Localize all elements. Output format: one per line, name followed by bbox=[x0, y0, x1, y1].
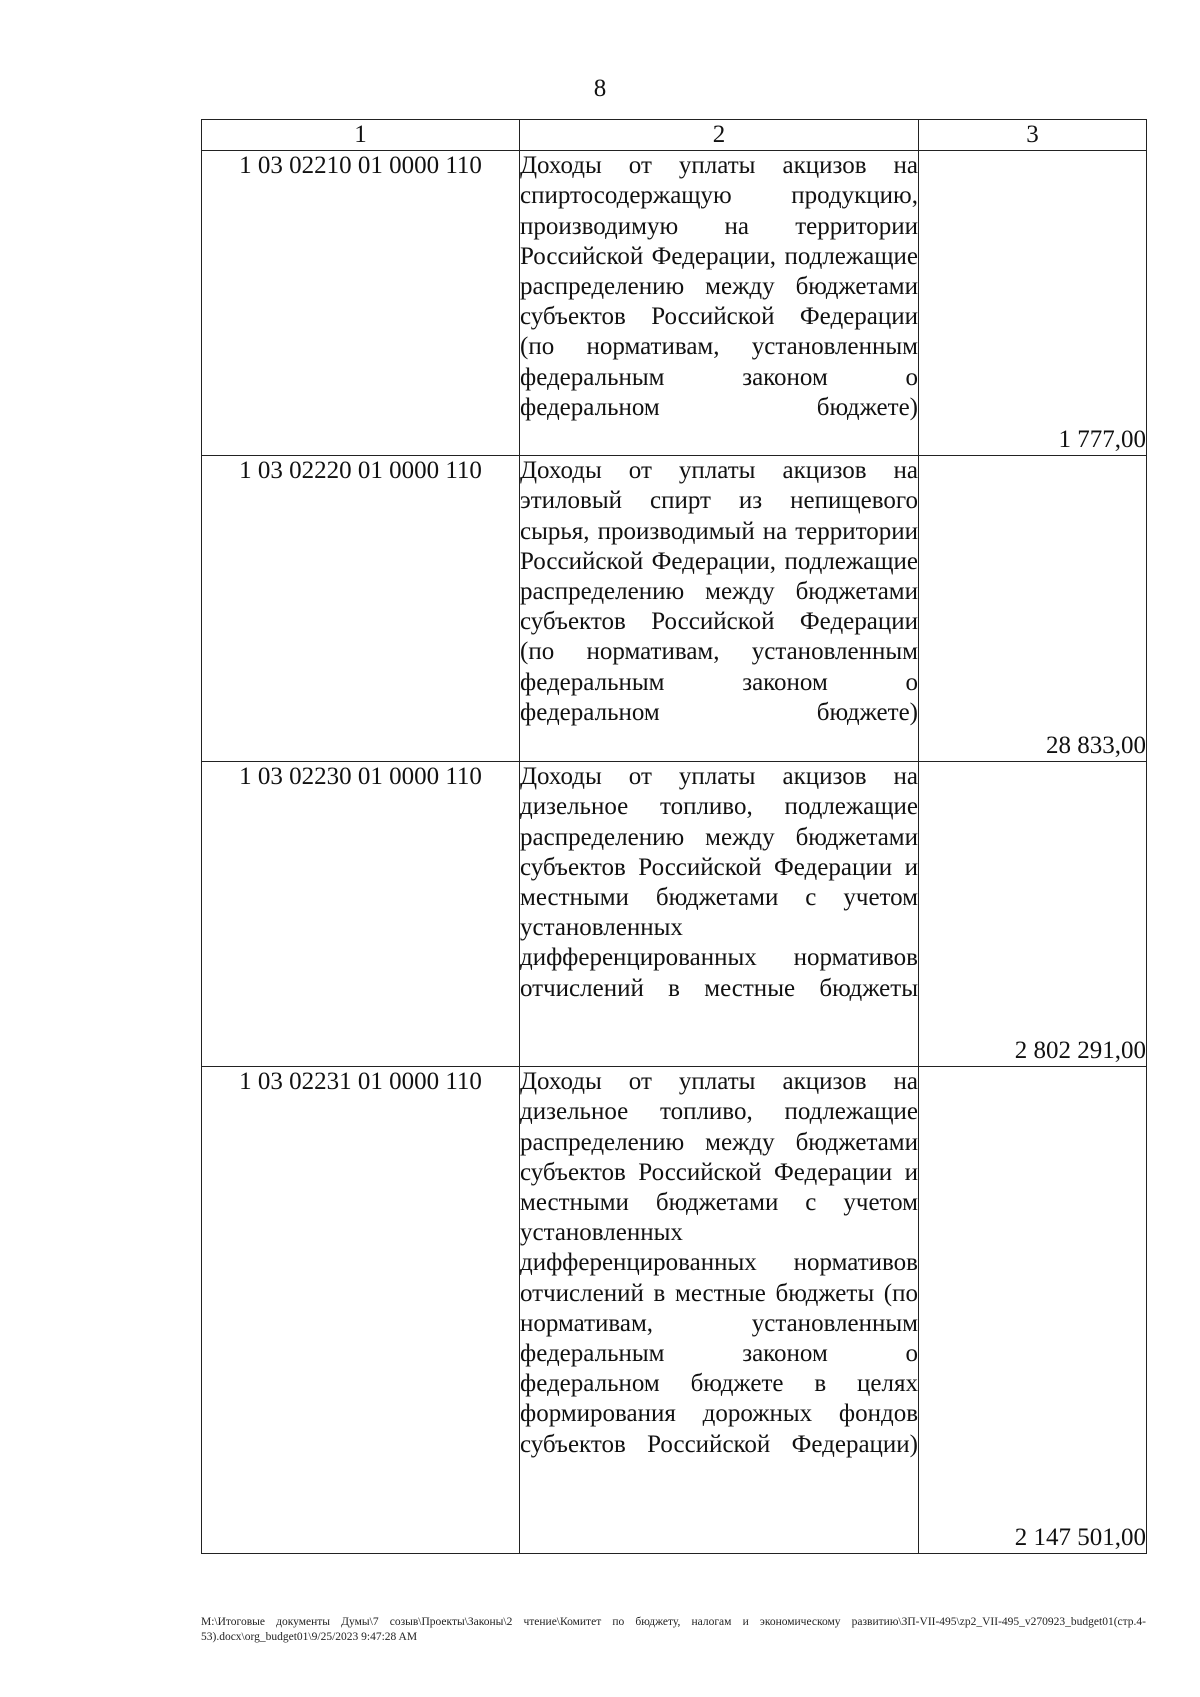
table-row bbox=[202, 456, 1147, 762]
column-header-3: 3 bbox=[919, 120, 1147, 151]
income-amount: 28 833,00 bbox=[919, 456, 1147, 762]
income-description: Доходы от уплаты акцизов на этиловый спирт из непищевого сырья, производимый на территории Российской Федерации, подлежащие распределению между бюджетами субъектов Российской Федерации (по нормативам, установленным федеральным законом о федеральном бюджете) bbox=[520, 456, 919, 762]
table-header-row bbox=[202, 120, 1147, 151]
column-header-2: 2 bbox=[520, 120, 919, 151]
budget-code: 1 03 02210 01 0000 110 bbox=[202, 151, 520, 456]
budget-code: 1 03 02220 01 0000 110 bbox=[202, 456, 520, 762]
income-amount: 2 802 291,00 bbox=[919, 762, 1147, 1067]
budget-code: 1 03 02230 01 0000 110 bbox=[202, 762, 520, 1067]
income-description: Доходы от уплаты акцизов на дизельное топливо, подлежащие распределению между бюджетами субъектов Российской Федерации и местными бюджетами с учетом установленных дифференцированных нормативов отчислений в местные бюджеты (по нормативам, установленным федеральным законом о федеральном бюджете в целях формирования дорожных фондов субъектов Российской Федерации) bbox=[520, 1067, 919, 1554]
column-header-1: 1 bbox=[202, 120, 520, 151]
budget-code: 1 03 02231 01 0000 110 bbox=[202, 1067, 520, 1554]
table-row bbox=[202, 1067, 1147, 1554]
table-row bbox=[202, 762, 1147, 1067]
budget-table bbox=[201, 119, 1147, 1554]
income-amount: 2 147 501,00 bbox=[919, 1067, 1147, 1554]
income-amount: 1 777,00 bbox=[919, 151, 1147, 456]
page-number: 8 bbox=[593, 75, 607, 102]
income-description: Доходы от уплаты акцизов на дизельное топливо, подлежащие распределению между бюджетами субъектов Российской Федерации и местными бюджетами с учетом установленных дифференцированных нормативов отчислений в местные бюджеты bbox=[520, 762, 919, 1067]
document-path-footer: M:\Итоговые документы Думы\7 созыв\Проекты\Законы\2 чтение\Комитет по бюджету, налогам и экономическому развитию\ЗП-VII-495\zp2_VII-495_v270923_budget01(стр.4-53).docx\org_budget01\9/25/2023 9:47:28 AM bbox=[201, 1616, 1146, 1643]
table-row bbox=[202, 151, 1147, 456]
income-description: Доходы от уплаты акцизов на спиртосодержащую продукцию, производимую на территории Российской Федерации, подлежащие распределению между бюджетами субъектов Российской Федерации (по нормативам, установленным федеральным законом о федеральном бюджете) bbox=[520, 151, 919, 456]
